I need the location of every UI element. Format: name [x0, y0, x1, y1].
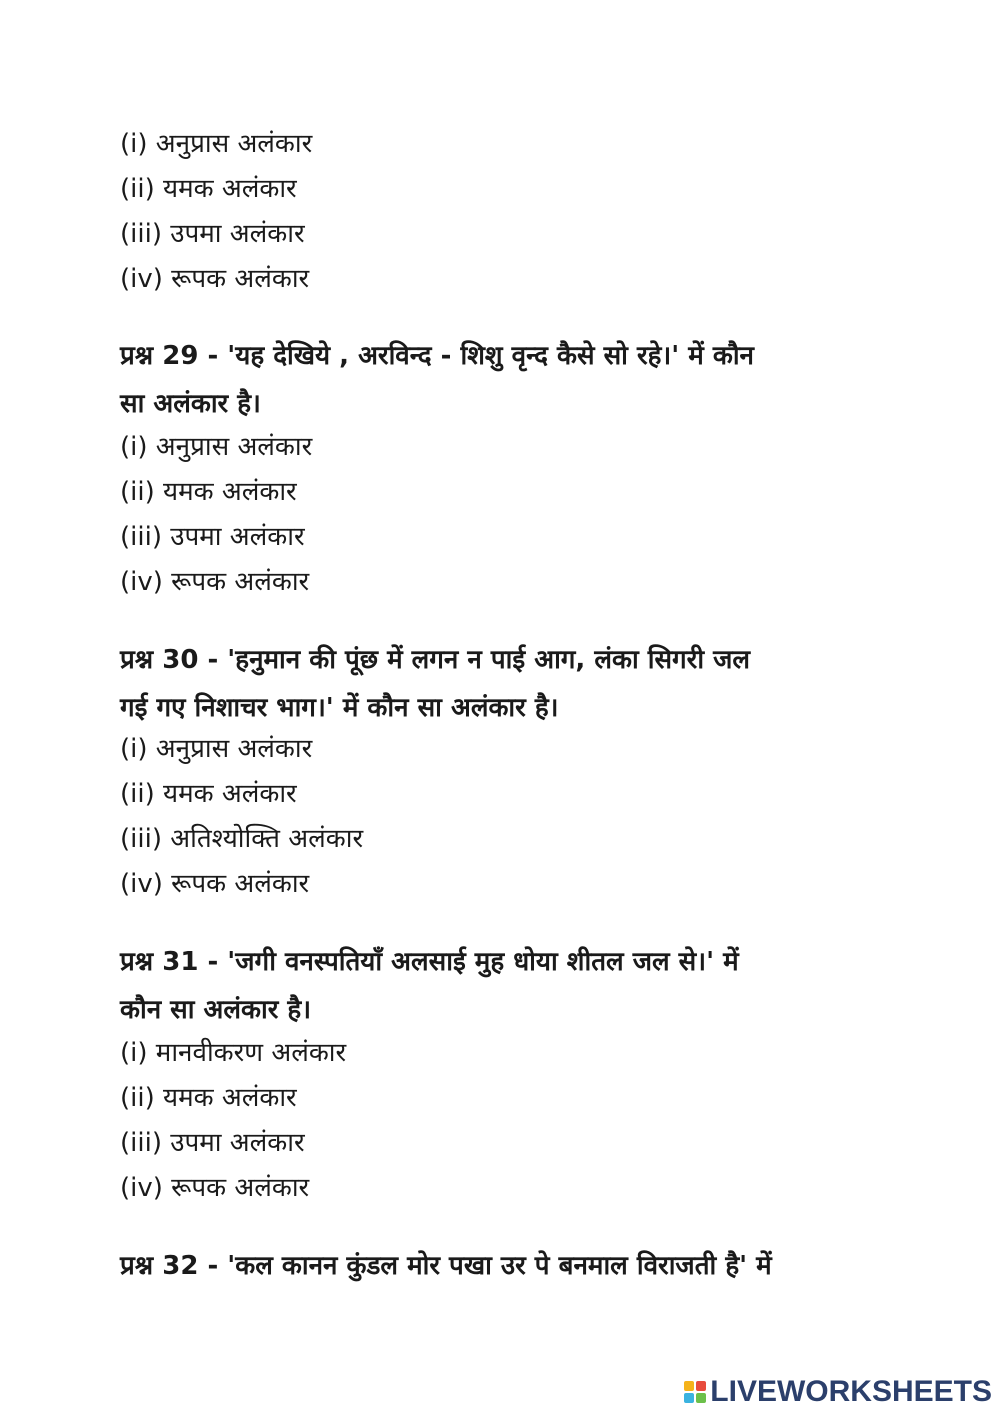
option-2: (ii) यमक अलंकार	[120, 1083, 297, 1113]
option-3: (iii) उपमा अलंकार	[120, 522, 305, 552]
option-3: (iii) उपमा अलंकार	[120, 219, 305, 249]
option-2: (ii) यमक अलंकार	[120, 779, 297, 809]
brand-name: LIVEWORKSHEETS	[710, 1375, 992, 1408]
question-32	[120, 1242, 880, 1290]
option-4: (iv) रूपक अलंकार	[120, 567, 310, 597]
option-1: (i) अनुप्रास अलंकार	[120, 734, 313, 764]
question-30	[120, 636, 880, 732]
option-4: (iv) रूपक अलंकार	[120, 869, 310, 899]
option-1: (i) अनुप्रास अलंकार	[120, 432, 313, 462]
option-list	[120, 727, 363, 907]
option-list	[120, 425, 312, 605]
logo-square-icon	[696, 1381, 706, 1391]
option-1: (i) मानवीकरण अलंकार	[120, 1038, 347, 1068]
liveworksheets-logo	[684, 1375, 992, 1409]
option-2: (ii) यमक अलंकार	[120, 477, 297, 507]
question-line: कौन सा अलंकार है।	[120, 995, 312, 1025]
question-line: प्रश्न 31 - 'जगी वनस्पतियाँ अलसाई मुह धोया शीतल जल से।' में	[120, 947, 739, 977]
logo-square-icon	[696, 1393, 706, 1403]
option-3: (iii) अतिश्योक्ति अलंकार	[120, 824, 364, 854]
question-31	[120, 938, 880, 1034]
question-line: प्रश्न 30 - 'हनुमान की पूंछ में लगन न पाई आग, लंका सिगरी जल	[120, 645, 751, 675]
question-line: प्रश्न 29 - 'यह देखिये , अरविन्द - शिशु वृन्द कैसे सो रहे।' में कौन	[120, 341, 754, 371]
logo-square-icon	[684, 1393, 694, 1403]
question-line: प्रश्न 32 - 'कल कानन कुंडल मोर पखा उर पे बनमाल विराजती है' में	[120, 1251, 772, 1281]
option-2: (ii) यमक अलंकार	[120, 174, 297, 204]
question-line: गई गए निशाचर भाग।' में कौन सा अलंकार है।	[120, 693, 559, 723]
logo-grid-icon	[684, 1381, 706, 1403]
option-4: (iv) रूपक अलंकार	[120, 1173, 310, 1203]
question-line: सा अलंकार है।	[120, 389, 261, 419]
question-29	[120, 332, 880, 428]
option-3: (iii) उपमा अलंकार	[120, 1128, 305, 1158]
option-list	[120, 122, 312, 302]
option-4: (iv) रूपक अलंकार	[120, 264, 310, 294]
logo-square-icon	[684, 1381, 694, 1391]
option-list	[120, 1031, 346, 1211]
option-1: (i) अनुप्रास अलंकार	[120, 129, 313, 159]
